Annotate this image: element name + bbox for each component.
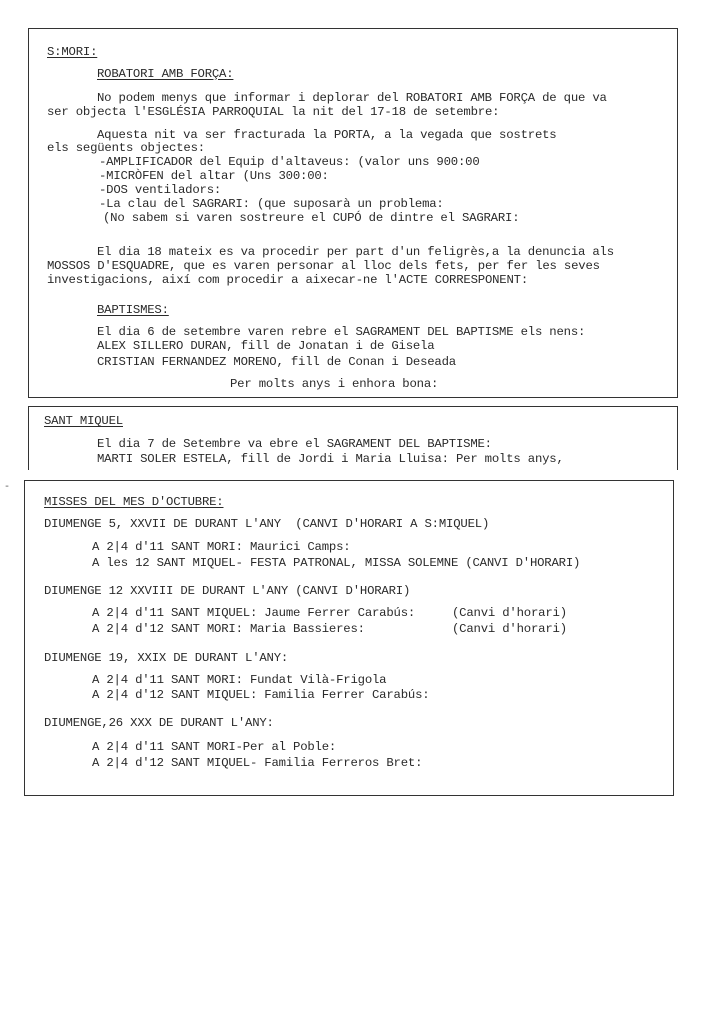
sunday-5-title: DIUMENGE 5, XXVII DE DURANT L'ANY (CANVI D'HORARI A S:MIQUEL) bbox=[44, 517, 490, 531]
sunday-19-title: DIUMENGE 19, XXIX DE DURANT L'ANY: bbox=[44, 651, 289, 665]
santmiquel-heading: SANT MIQUEL bbox=[44, 414, 123, 428]
mass-entry: A 2|4 d'11 SANT MORI: Maurici Camps: bbox=[92, 540, 351, 554]
robbery-para2-line2: els següents objectes: bbox=[47, 141, 205, 155]
robbery-para2-line1: Aquesta nit va ser fracturada la PORTA, a la vegada que sostrets bbox=[97, 128, 557, 142]
mass-entry: A les 12 SANT MIQUEL- FESTA PATRONAL, MISSA SOLEMNE (CANVI D'HORARI) bbox=[92, 556, 581, 570]
misses-heading: MISSES DEL MES D'OCTUBRE: bbox=[44, 495, 224, 509]
mass-entry: A 2|4 d'12 SANT MORI: Maria Bassieres: bbox=[92, 622, 365, 636]
report-para-line3: investigacions, així com procedir a aixecar-ne l'ACTE CORRESPONENT: bbox=[47, 273, 529, 287]
baptism-line3: CRISTIAN FERNANDEZ MORENO, fill de Conan i Deseada bbox=[97, 355, 456, 369]
edge-mark: - bbox=[4, 482, 11, 493]
santmiquel-line2: MARTI SOLER ESTELA, fill de Jordi i Maria Lluisa: Per molts anys, bbox=[97, 452, 564, 466]
baptism-line1: El dia 6 de setembre varen rebre el SAGRAMENT DEL BAPTISME els nens: bbox=[97, 325, 586, 339]
mass-entry: A 2|4 d'12 SANT MIQUEL- Familia Ferreros Bret: bbox=[92, 756, 423, 770]
mass-entry: A 2|4 d'12 SANT MIQUEL: Familia Ferrer Carabús: bbox=[92, 688, 430, 702]
robbery-para1-line1: No podem menys que informar i deplorar del ROBATORI AMB FORÇA de que va bbox=[97, 91, 607, 105]
mass-entry-note: (Canvi d'horari) bbox=[452, 606, 567, 620]
sunday-26-title: DIUMENGE,26 XXX DE DURANT L'ANY: bbox=[44, 716, 274, 730]
robbery-para1-line2: ser objecta l'ESGLÉSIA PARROQUIAL la nit del 17-18 de setembre: bbox=[47, 105, 500, 119]
mass-entry: A 2|4 d'11 SANT MORI: Fundat Vilà-Frigola bbox=[92, 673, 387, 687]
mass-entry: A 2|4 d'11 SANT MIQUEL: Jaume Ferrer Carabús: bbox=[92, 606, 416, 620]
sunday-12-title: DIUMENGE 12 XXVIII DE DURANT L'ANY (CANVI D'HORARI) bbox=[44, 584, 411, 598]
mass-entry: A 2|4 d'11 SANT MORI-Per al Poble: bbox=[92, 740, 337, 754]
report-para-line1: El dia 18 mateix es va procedir per part d'un feligrès,a la denuncia als bbox=[97, 245, 614, 259]
stolen-item: (No sabem si varen sostreure el CUPÓ de dintre el SAGRARI: bbox=[103, 211, 520, 225]
santmiquel-line1: El dia 7 de Setembre va ebre el SAGRAMENT DEL BAPTISME: bbox=[97, 437, 492, 451]
stolen-item: -MICRÒFEN del altar (Uns 300:00: bbox=[99, 169, 329, 183]
smori-heading: S:MORI: bbox=[47, 45, 98, 59]
stolen-item: -AMPLIFICADOR del Equip d'altaveus: (valor uns 900:00 bbox=[99, 155, 480, 169]
baptism-heading: BAPTISMES: bbox=[97, 303, 169, 317]
mass-entry-note: (Canvi d'horari) bbox=[452, 622, 567, 636]
stolen-item: -DOS ventiladors: bbox=[99, 183, 222, 197]
closing-line: Per molts anys i enhora bona: bbox=[230, 377, 439, 391]
baptism-line2: ALEX SILLERO DURAN, fill de Jonatan i de Gisela bbox=[97, 339, 435, 353]
robbery-subheading: ROBATORI AMB FORÇA: bbox=[97, 67, 234, 81]
report-para-line2: MOSSOS D'ESQUADRE, que es varen personar al lloc dels fets, per fer les seves bbox=[47, 259, 600, 273]
stolen-item: -La clau del SAGRARI: (que suposarà un problema: bbox=[99, 197, 444, 211]
